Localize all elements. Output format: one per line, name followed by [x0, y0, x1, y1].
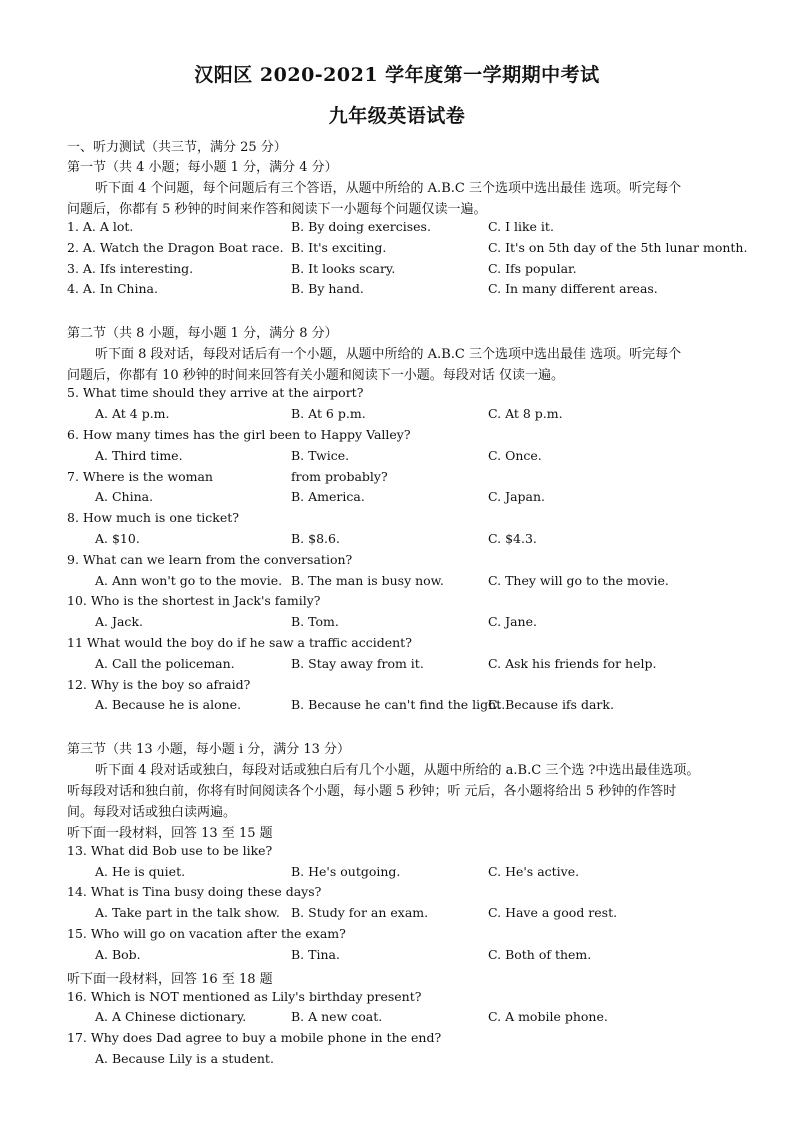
option-b: B. Tina. [291, 947, 340, 962]
sec1-instruction-line1: 听下面 4 个问题，每个问题后有三个答语，从题中所给的 A.B.C 三个选项中选出最佳 选项。听完每个 [95, 181, 682, 196]
question-14: 14. What is Tina busy doing these days? [67, 884, 322, 899]
option-c: C. $4.3. [488, 531, 537, 546]
question-9: 9. What can we learn from the conversation? [67, 552, 353, 567]
option-a: 1. A. A lot. [67, 219, 134, 234]
option-c: C. Japan. [488, 489, 546, 504]
material-heading-16-18: 听下面一段材料，回答 16 至 18 题 [67, 972, 273, 987]
option-a: A. A Chinese dictionary. [95, 1009, 247, 1024]
option-c: C. Ask his friends for help. [488, 656, 657, 671]
option-a: A. At 4 p.m. [95, 406, 170, 421]
option-c: C. Once. [488, 448, 542, 463]
options-10 [95, 614, 755, 632]
option-a: A. Because he is alone. [95, 697, 242, 712]
option-a: A. China. [95, 489, 154, 504]
option-c: C. Jane. [488, 614, 537, 629]
option-c: C. It's on 5th day of the 5th lunar month. [488, 240, 748, 255]
option-b: B. By doing exercises. [291, 219, 431, 234]
options-15 [95, 947, 755, 965]
options-6 [95, 448, 755, 466]
option-b: B. At 6 p.m. [291, 406, 366, 421]
option-a: A. Ann won't go to the movie. [95, 573, 283, 588]
exam-subtitle: 九年级英语试卷 [328, 105, 466, 127]
option-b: B. A new coat. [291, 1009, 383, 1024]
question-6: 6. How many times has the girl been to Happy Valley? [67, 427, 411, 442]
option-a: A. Bob. [95, 947, 141, 962]
options-11 [95, 656, 755, 674]
option-a: A. Third time. [95, 448, 183, 463]
option-b: B. The man is busy now. [291, 573, 444, 588]
option-b: B. By hand. [291, 281, 364, 296]
question-row-4 [67, 281, 747, 299]
option-c: C. Ifs popular. [488, 261, 577, 276]
options-14 [95, 905, 755, 923]
question-17: 17. Why does Dad agree to buy a mobile phone in the end? [67, 1030, 442, 1045]
option-b: B. America. [291, 489, 365, 504]
option-a: 3. A. Ifs interesting. [67, 261, 194, 276]
part1-heading: 一、听力测试（共三节，满分 25 分） [67, 140, 287, 155]
sec3-heading: 第三节（共 13 小题，每小题 i 分，满分 13 分） [67, 742, 351, 757]
options-12 [95, 697, 755, 715]
question-13: 13. What did Bob use to be like? [67, 843, 273, 858]
question-7-continued: from probably? [291, 469, 388, 484]
option-b: B. Twice. [291, 448, 350, 463]
option-b: B. Study for an exam. [291, 905, 429, 920]
option-c: C. Because ifs dark. [488, 697, 614, 712]
option-a: A. $10. [95, 531, 140, 546]
sec2-instruction-line1: 听下面 8 段对话，每段对话后有一个小题，从题中所给的 A.B.C 三个选项中选出最佳 选项。听完每个 [95, 347, 682, 362]
question-12: 12. Why is the boy so afraid? [67, 677, 251, 692]
option-b: B. Tom. [291, 614, 339, 629]
option-a: 4. A. In China. [67, 281, 158, 296]
option-c: C. Have a good rest. [488, 905, 618, 920]
question-11: 11 What would the boy do if he saw a traffic accident? [67, 635, 412, 650]
option-a: A. Call the policeman. [95, 656, 235, 671]
option-b: B. Stay away from it. [291, 656, 424, 671]
option-a: A. Because Lily is a student. [95, 1051, 274, 1066]
option-a: A. Jack. [95, 614, 143, 629]
option-c: C. I like it. [488, 219, 554, 234]
options-9 [95, 573, 755, 591]
options-5 [95, 406, 755, 424]
question-row-2 [67, 240, 747, 258]
question-7: 7. Where is the woman [67, 469, 213, 484]
options-17 [95, 1051, 755, 1069]
option-c: C. They will go to the movie. [488, 573, 669, 588]
sec2-instruction-line2: 问题后，你都有 10 秒钟的时间来回答有关小题和阅读下一小题。每段对话 仅读一遍。 [67, 368, 564, 383]
question-row-1 [67, 219, 747, 237]
option-b: B. It looks scary. [291, 261, 396, 276]
question-10: 10. Who is the shortest in Jack's family? [67, 593, 321, 608]
sec3-instruction-line2: 听每段对话和独白前，你将有时间阅读各个小题，每小题 5 秒钟；听 元后，各小题将给出 5 秒钟的作答时 [67, 784, 677, 799]
options-7 [95, 489, 755, 507]
question-row-3 [67, 261, 747, 279]
options-16 [95, 1009, 755, 1027]
sec1-instruction-line2: 问题后，你都有 5 秒钟的时间来作答和阅读下一小题每个问题仅读一遍。 [67, 202, 487, 217]
material-heading-13-15: 听下面一段材料，回答 13 至 15 题 [67, 826, 273, 841]
option-b: B. Because he can't find the light. [291, 697, 506, 712]
option-a: A. He is quiet. [95, 864, 186, 879]
options-13 [95, 864, 755, 882]
option-c: C. He's active. [488, 864, 580, 879]
option-a: 2. A. Watch the Dragon Boat race. [67, 240, 284, 255]
exam-title: 汉阳区 2020-2021 学年度第一学期期中考试 [194, 64, 600, 86]
option-a: A. Take part in the talk show. [95, 905, 280, 920]
option-c: C. A mobile phone. [488, 1009, 608, 1024]
question-15: 15. Who will go on vacation after the exam? [67, 926, 346, 941]
sec3-instruction-line3: 间。每段对话或独白读两遍。 [67, 805, 237, 820]
option-b: B. It's exciting. [291, 240, 387, 255]
option-b: B. He's outgoing. [291, 864, 401, 879]
sec3-instruction-line1: 听下面 4 段对话或独白，每段对话或独白后有几个小题，从题中所给的 a.B.C 三个选 ?中选出最佳选项。 [95, 763, 700, 778]
question-16: 16. Which is NOT mentioned as Lily's birthday present? [67, 989, 422, 1004]
options-8 [95, 531, 755, 549]
sec1-heading: 第一节（共 4 小题；每小题 1 分，满分 4 分） [67, 160, 338, 175]
option-c: C. In many different areas. [488, 281, 658, 296]
option-c: C. Both of them. [488, 947, 592, 962]
option-b: B. $8.6. [291, 531, 340, 546]
sec2-heading: 第二节（共 8 小题，每小题 1 分，满分 8 分） [67, 326, 338, 341]
question-8: 8. How much is one ticket? [67, 510, 239, 525]
option-c: C. At 8 p.m. [488, 406, 563, 421]
question-5: 5. What time should they arrive at the airport? [67, 385, 364, 400]
